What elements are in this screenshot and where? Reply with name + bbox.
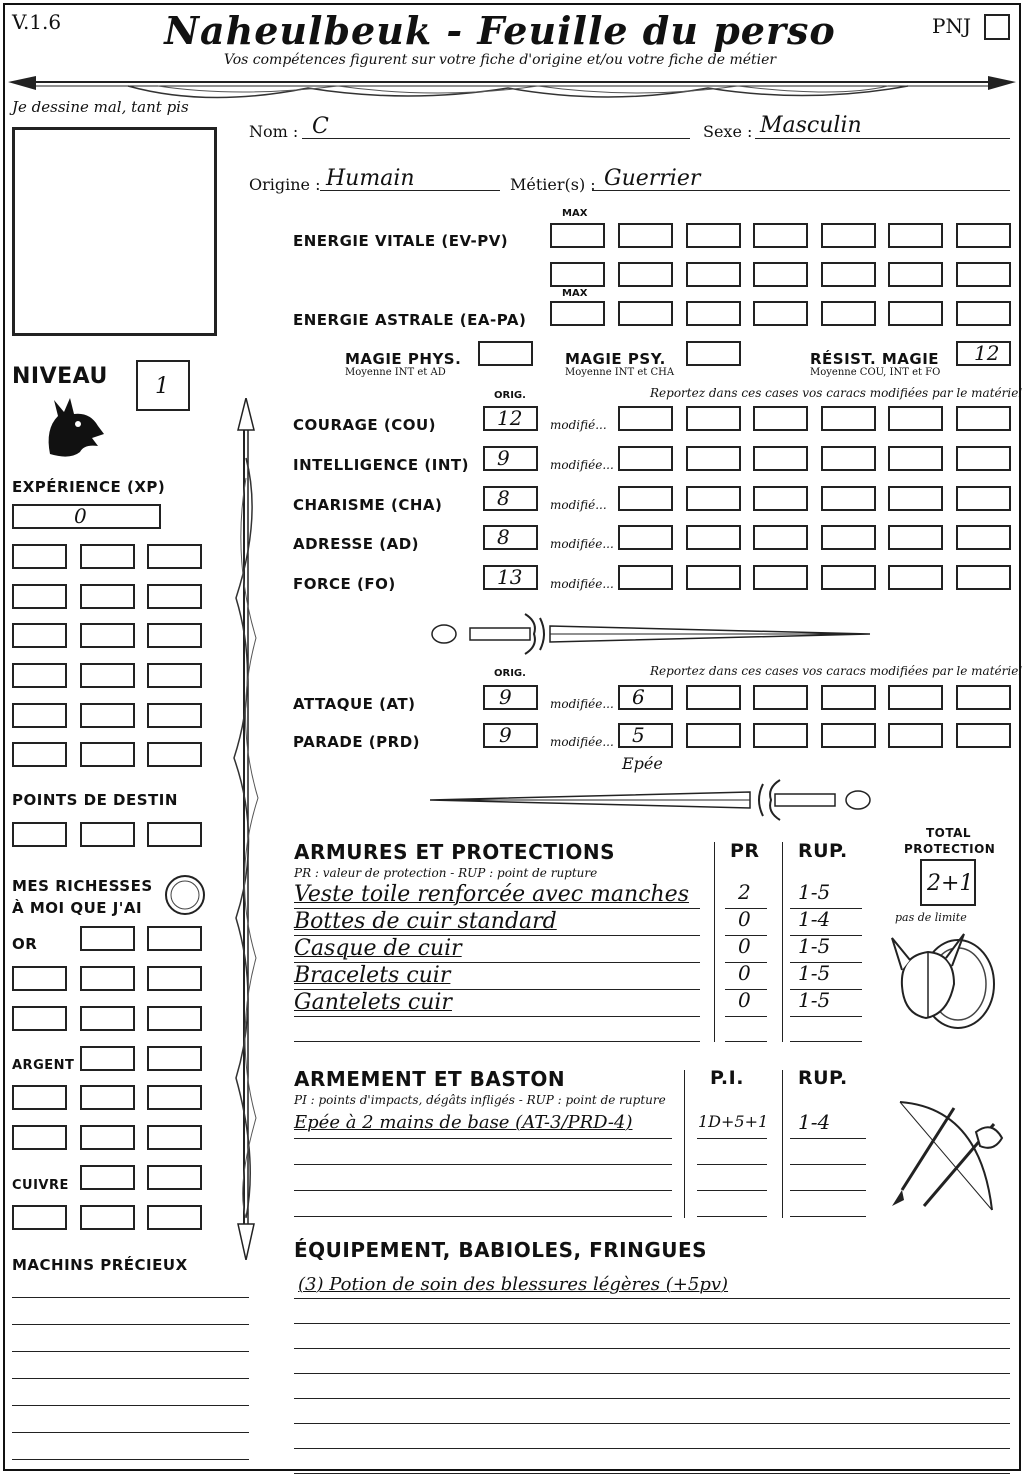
total-note: pas de limite	[895, 911, 967, 924]
xp-box-small[interactable]	[80, 623, 135, 648]
arme-pi-line	[697, 1190, 767, 1191]
stats-note: Reportez dans ces cases vos caracs modifiées par le matériel	[650, 386, 1023, 400]
armure-name[interactable]: Bracelets cuir	[294, 963, 451, 988]
metier-value[interactable]: Guerrier	[604, 166, 701, 191]
combat-orig-value: 9	[499, 685, 512, 709]
equip-line	[294, 1448, 1010, 1449]
stat-mod-box[interactable]	[888, 565, 943, 590]
armure-rup[interactable]: 1-5	[798, 988, 831, 1012]
magie-psy-box[interactable]	[686, 341, 741, 366]
combat-mod-box[interactable]	[888, 723, 943, 748]
armement-rup-label: RUP.	[798, 1067, 848, 1089]
armement-sub: PI : points d'impacts, dégâts infligés - RUP : point de rupture	[294, 1093, 666, 1107]
stat-mod-box[interactable]	[686, 486, 741, 511]
stat-orig-value: 8	[497, 525, 510, 549]
sword-icon	[430, 778, 875, 822]
stat-mod-box[interactable]	[821, 565, 876, 590]
armure-line	[294, 989, 700, 990]
stat-mod-box[interactable]	[686, 525, 741, 550]
ev-box[interactable]	[550, 223, 605, 248]
xp-box-small[interactable]	[80, 663, 135, 688]
money-box[interactable]	[80, 1046, 135, 1071]
stat-modifie-label: modifiée...	[550, 577, 614, 591]
stat-orig-box[interactable]	[483, 486, 538, 511]
arme-rup-line	[790, 1190, 866, 1191]
combat-modifie-label: modifiée...	[550, 735, 614, 749]
stat-modifie-label: modifiée...	[550, 537, 614, 551]
money-box[interactable]	[80, 1205, 135, 1230]
money-box[interactable]	[12, 1125, 67, 1150]
armure-rup-line	[790, 1016, 862, 1017]
ea-label: ENERGIE ASTRALE (EA-PA)	[293, 311, 527, 329]
machins-line	[12, 1378, 249, 1379]
stat-mod-box[interactable]	[956, 406, 1011, 431]
armement-label: ARMEMENT ET BASTON	[294, 1067, 566, 1091]
money-box[interactable]	[80, 926, 135, 951]
arme-pi-line	[697, 1164, 767, 1165]
equip-line	[294, 1348, 1010, 1349]
money-box[interactable]	[12, 1205, 67, 1230]
money-box[interactable]	[80, 1125, 135, 1150]
combat-mod-box[interactable]	[618, 685, 673, 710]
armure-pr-line	[725, 989, 767, 990]
xp-box-small[interactable]	[80, 742, 135, 767]
xp-box-small[interactable]	[80, 584, 135, 609]
xp-box-small[interactable]	[147, 742, 202, 767]
combat-orig-label: ORIG.	[494, 668, 526, 679]
combat-orig-box[interactable]	[483, 723, 538, 748]
armure-line	[294, 908, 700, 909]
stat-label: CHARISME (CHA)	[293, 496, 443, 514]
combat-mod-box[interactable]	[686, 723, 741, 748]
stat-mod-box[interactable]	[618, 565, 673, 590]
sword-icon	[430, 612, 875, 656]
machins-line	[12, 1351, 249, 1352]
machins-line	[12, 1405, 249, 1406]
combat-label: PARADE (PRD)	[293, 733, 421, 751]
arme-rup-line	[790, 1164, 866, 1165]
stat-mod-box[interactable]	[753, 446, 808, 471]
armure-pr-line	[725, 908, 767, 909]
arme-line	[294, 1190, 672, 1191]
destin-box[interactable]	[147, 822, 202, 847]
xp-box-small[interactable]	[12, 663, 67, 688]
money-box[interactable]	[147, 1006, 202, 1031]
xp-box[interactable]: 0	[12, 504, 161, 529]
sexe-label: Sexe :	[703, 122, 753, 141]
money-box[interactable]	[80, 966, 135, 991]
combat-mod-box[interactable]	[753, 723, 808, 748]
stat-mod-box[interactable]	[618, 486, 673, 511]
armure-rup[interactable]: 1-4	[798, 907, 831, 931]
ea-box[interactable]	[550, 301, 605, 326]
destin-box[interactable]	[80, 822, 135, 847]
armure-rup[interactable]: 1-5	[798, 880, 831, 904]
xp-box-small[interactable]	[147, 703, 202, 728]
stat-mod-box[interactable]	[956, 565, 1011, 590]
money-box[interactable]	[147, 1125, 202, 1150]
combat-mod-box[interactable]	[753, 685, 808, 710]
magie-psy-sub: Moyenne INT et CHA	[565, 367, 675, 378]
stat-mod-box[interactable]	[888, 446, 943, 471]
xp-box-small[interactable]	[147, 584, 202, 609]
armure-pr-line	[725, 1041, 767, 1042]
machins-line	[12, 1459, 249, 1460]
helmet-shield-icon	[888, 926, 1000, 1036]
money-box[interactable]	[147, 966, 202, 991]
dragon-head-icon	[40, 394, 106, 464]
money-box[interactable]	[80, 1085, 135, 1110]
money-box[interactable]	[147, 926, 202, 951]
armure-pr-line	[725, 1016, 767, 1017]
armure-rup[interactable]: 1-5	[798, 934, 831, 958]
stat-mod-box[interactable]	[753, 406, 808, 431]
ev-box[interactable]	[888, 262, 943, 287]
stat-mod-box[interactable]	[956, 446, 1011, 471]
stat-orig-box[interactable]	[483, 446, 538, 471]
armement-divider	[684, 1070, 685, 1218]
ev-max-label: MAX	[562, 208, 588, 219]
argent-label: ARGENT	[12, 1058, 75, 1073]
ea-box[interactable]	[956, 301, 1011, 326]
stat-mod-box[interactable]	[686, 446, 741, 471]
armures-pr-label: PR	[730, 840, 760, 862]
metier-label: Métier(s) :	[510, 175, 596, 194]
combat-mod-box[interactable]	[956, 723, 1011, 748]
armure-rup-line	[790, 962, 862, 963]
ea-box[interactable]	[618, 301, 673, 326]
ev-box[interactable]	[618, 223, 673, 248]
total-label-2: PROTECTION	[904, 842, 996, 856]
combat-orig-box[interactable]	[483, 685, 538, 710]
xp-box-small[interactable]	[147, 623, 202, 648]
combat-mod-box[interactable]	[956, 685, 1011, 710]
combat-mod-box[interactable]	[821, 723, 876, 748]
combat-mod-value: 5	[632, 723, 645, 747]
ea-max-label: MAX	[562, 288, 588, 299]
armure-line	[294, 935, 700, 936]
ev-box[interactable]	[821, 223, 876, 248]
arme-pi[interactable]: 1D+5+1	[698, 1112, 769, 1131]
combat-mod-box[interactable]	[888, 685, 943, 710]
stat-label: COURAGE (COU)	[293, 416, 437, 434]
pnj-checkbox[interactable]	[984, 14, 1010, 40]
niveau-label: NIVEAU	[12, 364, 108, 389]
stat-orig-box[interactable]	[483, 525, 538, 550]
money-box[interactable]	[12, 1085, 67, 1110]
xp-box-small[interactable]	[12, 584, 67, 609]
stat-mod-box[interactable]	[888, 406, 943, 431]
resist-magie-label: RÉSIST. MAGIE	[810, 350, 940, 368]
equipement-item[interactable]: (3) Potion de soin des blessures légères (+5pv)	[298, 1274, 729, 1295]
ev-box[interactable]	[753, 223, 808, 248]
arme-rup-line	[790, 1216, 866, 1217]
stat-mod-box[interactable]	[753, 486, 808, 511]
armure-pr-line	[725, 962, 767, 963]
pnj-label: PNJ	[932, 14, 971, 38]
money-box[interactable]	[80, 1165, 135, 1190]
armure-name[interactable]: Bottes de cuir standard	[294, 909, 557, 934]
arme-line	[294, 1216, 672, 1217]
combat-mod-box[interactable]	[686, 685, 741, 710]
sexe-value[interactable]: Masculin	[760, 113, 862, 138]
ea-box[interactable]	[888, 301, 943, 326]
stat-mod-box[interactable]	[686, 406, 741, 431]
ev-box[interactable]	[753, 262, 808, 287]
armure-pr[interactable]: 0	[738, 961, 751, 985]
nom-underline	[302, 138, 690, 139]
or-label: OR	[12, 935, 38, 953]
combat-orig-value: 9	[499, 723, 512, 747]
ev-box[interactable]	[618, 262, 673, 287]
armure-name[interactable]: Veste toile renforcée avec manches	[294, 882, 689, 907]
richesses-label-1: MES RICHESSES	[12, 877, 153, 895]
xp-box-small[interactable]	[147, 663, 202, 688]
arme-line	[294, 1164, 672, 1165]
armure-pr[interactable]: 0	[738, 907, 751, 931]
arme-pi-line	[697, 1216, 767, 1217]
magie-psy-label: MAGIE PSY.	[565, 350, 666, 368]
stat-orig-value: 9	[497, 446, 510, 470]
machins-line	[12, 1432, 249, 1433]
armure-line	[294, 962, 700, 963]
magie-phys-box[interactable]	[478, 341, 533, 366]
xp-box-small[interactable]	[12, 742, 67, 767]
equip-line	[294, 1373, 1010, 1374]
stat-mod-box[interactable]	[618, 406, 673, 431]
stat-mod-box[interactable]	[821, 446, 876, 471]
armure-rup-line	[790, 908, 862, 909]
stat-mod-box[interactable]	[888, 525, 943, 550]
stats-orig-label: ORIG.	[494, 390, 526, 401]
armure-line	[294, 1016, 700, 1017]
origine-value[interactable]: Humain	[326, 166, 415, 191]
ev-box[interactable]	[956, 262, 1011, 287]
armure-name[interactable]: Casque de cuir	[294, 936, 462, 961]
equip-line	[294, 1398, 1010, 1399]
stat-mod-box[interactable]	[821, 406, 876, 431]
machins-label: MACHINS PRÉCIEUX	[12, 1256, 188, 1274]
combat-label: ATTAQUE (AT)	[293, 695, 416, 713]
equip-line	[294, 1323, 1010, 1324]
total-protection-box[interactable]: 2+1	[920, 859, 976, 906]
resist-magie-sub: Moyenne COU, INT et FO	[810, 367, 941, 378]
origine-label: Origine :	[249, 175, 321, 194]
armure-line	[294, 1041, 700, 1042]
armure-rup-line	[790, 1041, 862, 1042]
stat-mod-box[interactable]	[618, 525, 673, 550]
destin-box[interactable]	[12, 822, 67, 847]
equipement-label: ÉQUIPEMENT, BABIOLES, FRINGUES	[294, 1238, 708, 1262]
armure-rup-line	[790, 935, 862, 936]
stat-mod-box[interactable]	[821, 525, 876, 550]
combat-note: Reportez dans ces cases vos caracs modifiées par le matériel	[650, 664, 1023, 678]
magie-phys-sub: Moyenne INT et AD	[345, 367, 446, 378]
ev-box[interactable]	[956, 223, 1011, 248]
stat-mod-box[interactable]	[686, 565, 741, 590]
stat-orig-value: 13	[497, 565, 523, 589]
machins-line	[12, 1324, 249, 1325]
equip-line	[294, 1423, 1010, 1424]
xp-box-small[interactable]	[80, 544, 135, 569]
armement-divider	[782, 1070, 783, 1218]
weapons-icon	[884, 1094, 1010, 1218]
ea-box[interactable]	[821, 301, 876, 326]
armure-pr-line	[725, 935, 767, 936]
nom-label: Nom :	[249, 122, 299, 141]
money-box[interactable]	[147, 1165, 202, 1190]
armement-pi-label: P.I.	[710, 1067, 744, 1089]
vertical-spear-icon	[226, 398, 266, 1260]
stat-mod-box[interactable]	[753, 565, 808, 590]
niveau-box[interactable]: 1	[136, 360, 190, 411]
total-label-1: TOTAL	[926, 826, 972, 840]
combat-mod-box[interactable]	[821, 685, 876, 710]
cuivre-label: CUIVRE	[12, 1178, 69, 1193]
ev-box[interactable]	[550, 262, 605, 287]
ea-box[interactable]	[686, 301, 741, 326]
ev-label: ENERGIE VITALE (EV-PV)	[293, 232, 509, 250]
sexe-underline	[755, 138, 1010, 139]
arme-line	[294, 1138, 672, 1139]
armure-rup[interactable]: 1-5	[798, 961, 831, 985]
richesses-label-2: À MOI QUE J'AI	[12, 899, 143, 917]
stat-mod-box[interactable]	[821, 486, 876, 511]
armure-pr[interactable]: 0	[738, 988, 751, 1012]
arme-name[interactable]: Epée à 2 mains de base (AT-3/PRD-4)	[294, 1112, 633, 1133]
stat-mod-box[interactable]	[753, 525, 808, 550]
stat-modifie-label: modifié...	[550, 498, 607, 512]
stat-mod-box[interactable]	[618, 446, 673, 471]
stat-modifie-label: modifié...	[550, 418, 607, 432]
money-box[interactable]	[80, 1006, 135, 1031]
money-box[interactable]	[12, 966, 67, 991]
armure-rup-line	[790, 989, 862, 990]
armures-sub: PR : valeur de protection - RUP : point de rupture	[294, 866, 598, 880]
armures-rup-label: RUP.	[798, 840, 848, 862]
armures-label: ARMURES ET PROTECTIONS	[294, 840, 615, 864]
armures-divider	[714, 842, 715, 1042]
stat-mod-box[interactable]	[888, 486, 943, 511]
stat-orig-value: 12	[497, 406, 523, 430]
coin-icon	[163, 873, 207, 917]
arme-rup[interactable]: 1-4	[798, 1110, 831, 1134]
combat-modifie-label: modifiée...	[550, 697, 614, 711]
stat-label: FORCE (FO)	[293, 575, 396, 593]
portrait-box[interactable]	[12, 127, 217, 336]
combat-mod-box[interactable]	[618, 723, 673, 748]
page-subtitle: Vos compétences figurent sur votre fiche d'origine et/ou votre fiche de métier	[223, 52, 777, 68]
stat-modifie-label: modifiée...	[550, 458, 614, 472]
xp-box-small[interactable]	[12, 623, 67, 648]
xp-box-small[interactable]	[12, 703, 67, 728]
armure-name[interactable]: Gantelets cuir	[294, 990, 452, 1015]
version-label: V.1.6	[12, 10, 62, 34]
ev-box[interactable]	[821, 262, 876, 287]
ev-box[interactable]	[686, 223, 741, 248]
weapon-note: Epée	[622, 754, 663, 773]
arme-rup-line	[790, 1138, 866, 1139]
xp-label: EXPÉRIENCE (XP)	[12, 478, 166, 496]
stat-label: INTELLIGENCE (INT)	[293, 456, 469, 474]
stat-orig-box[interactable]	[483, 565, 538, 590]
money-box[interactable]	[147, 1046, 202, 1071]
stat-label: ADRESSE (AD)	[293, 535, 420, 553]
armure-pr[interactable]: 2	[738, 880, 751, 904]
stat-orig-value: 8	[497, 486, 510, 510]
ea-box[interactable]	[753, 301, 808, 326]
destin-label: POINTS DE DESTIN	[12, 791, 178, 809]
stat-mod-box[interactable]	[956, 525, 1011, 550]
xp-box-small[interactable]	[147, 544, 202, 569]
nom-value[interactable]: C	[312, 114, 329, 139]
armure-pr[interactable]: 0	[738, 934, 751, 958]
arme-pi-line	[697, 1138, 767, 1139]
money-box[interactable]	[12, 1006, 67, 1031]
ev-box[interactable]	[686, 262, 741, 287]
portrait-caption: Je dessine mal, tant pis	[12, 98, 189, 116]
xp-box-small[interactable]	[12, 544, 67, 569]
machins-line	[12, 1297, 249, 1298]
equip-line	[294, 1298, 1010, 1299]
xp-box-small[interactable]	[80, 703, 135, 728]
ev-box[interactable]	[888, 223, 943, 248]
armures-divider	[782, 842, 783, 1042]
page-title: Naheulbeuk - Feuille du perso	[164, 8, 836, 53]
stat-mod-box[interactable]	[956, 486, 1011, 511]
money-box[interactable]	[147, 1085, 202, 1110]
resist-magie-box[interactable]: 12	[956, 341, 1011, 366]
combat-mod-value: 6	[632, 685, 645, 709]
stat-orig-box[interactable]	[483, 406, 538, 431]
money-box[interactable]	[147, 1205, 202, 1230]
magie-phys-label: MAGIE PHYS.	[345, 350, 462, 368]
